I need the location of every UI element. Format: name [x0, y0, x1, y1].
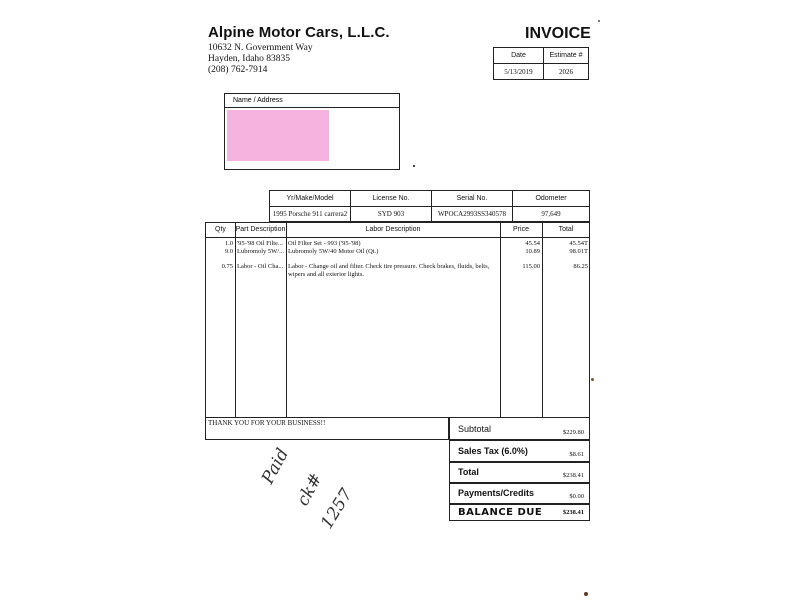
subtotal-row	[449, 417, 590, 440]
date-estimate-box	[493, 47, 589, 80]
vehicle-odometer: 97,649	[513, 207, 590, 222]
thank-you-text: THANK YOU FOR YOUR BUSINESS!!	[208, 419, 326, 427]
col-total: Total	[558, 226, 574, 233]
row2-labor: Lubromoly 5W/40 Motor Oil (Qt.)	[288, 248, 379, 255]
company-name: Alpine Motor Cars, L.L.C.	[208, 24, 390, 41]
scan-speck	[591, 378, 594, 381]
row1-total: 45.54T	[569, 240, 588, 247]
handwritten-number: 1257	[317, 485, 357, 533]
name-address-label: Name / Address	[225, 94, 399, 108]
scan-speck	[413, 165, 415, 167]
row1-part: '95-'98 Oil Filte...	[237, 240, 283, 247]
scan-speck	[598, 20, 600, 22]
tax-label: Sales Tax (6.0%)	[458, 446, 528, 456]
company-phone: (208) 762-7914	[208, 65, 268, 75]
row2-part: Lubromoly 5W/...	[237, 248, 284, 255]
balance-value: $238.41	[562, 509, 584, 516]
row3-qty: 0.75	[221, 263, 233, 270]
balance-row	[449, 504, 590, 521]
vehicle-header-model: Yr/Make/Model	[270, 191, 351, 207]
date-value: 5/13/2019	[494, 64, 544, 80]
invoice-title: INVOICE	[525, 25, 591, 42]
vehicle-header-license: License No.	[351, 191, 432, 207]
vehicle-header-odometer: Odometer	[513, 191, 590, 207]
payments-label: Payments/Credits	[458, 488, 535, 498]
col-part: Part Description	[235, 226, 286, 233]
subtotal-value: $229.80	[562, 429, 584, 436]
row2-total: 98.01T	[569, 248, 588, 255]
subtotal-label: Subtotal	[458, 424, 492, 434]
row2-qty: 9.0	[224, 248, 233, 255]
col-qty: Qty	[215, 226, 226, 233]
scan-speck	[584, 592, 588, 596]
redacted-address	[227, 110, 329, 161]
row2-price: 10.89	[525, 248, 540, 255]
row1-qty: 1.0	[224, 240, 233, 247]
total-row	[449, 462, 590, 483]
vehicle-table	[269, 190, 590, 222]
col-labor: Labor Description	[365, 226, 421, 233]
company-city: Hayden, Idaho 83835	[208, 54, 291, 64]
row3-part: Labor - Oil Cha...	[237, 263, 284, 270]
date-label: Date	[494, 48, 544, 64]
col-price: Price	[513, 226, 529, 233]
total-value: $238.41	[562, 472, 584, 479]
row1-labor: Oil Filter Set - 993 ('95-'98)	[288, 240, 361, 247]
vehicle-serial: WPOCA2993SS340578	[432, 207, 513, 222]
name-address-box	[224, 93, 400, 170]
payments-row	[449, 483, 590, 504]
row1-price: 45.54	[525, 240, 540, 247]
balance-label: BALANCE DUE	[458, 507, 543, 518]
tax-row	[449, 440, 590, 462]
vehicle-model: 1995 Porsche 911 carrera2	[270, 207, 351, 222]
estimate-value: 2026	[544, 64, 589, 80]
tax-value: $8.61	[569, 451, 584, 458]
company-street: 10632 N. Government Way	[208, 43, 313, 53]
vehicle-header-serial: Serial No.	[432, 191, 513, 207]
vehicle-license: SYD 903	[351, 207, 432, 222]
thank-you-box	[205, 417, 449, 440]
estimate-label: Estimate #	[544, 48, 589, 64]
row3-labor-cont: wipers and all exterior lights.	[288, 271, 364, 278]
handwritten-ck: ck#	[293, 469, 327, 510]
handwritten-paid: Paid	[258, 445, 294, 488]
row3-labor: Labor - Change oil and filter. Check tire pressure. Check brakes, fluids, belts,	[288, 263, 490, 270]
line-items-table	[205, 222, 590, 418]
row3-price: 115.00	[522, 263, 540, 270]
total-label: Total	[458, 467, 479, 477]
payments-value: $0.00	[569, 493, 584, 500]
row3-total: 86.25	[573, 263, 588, 270]
